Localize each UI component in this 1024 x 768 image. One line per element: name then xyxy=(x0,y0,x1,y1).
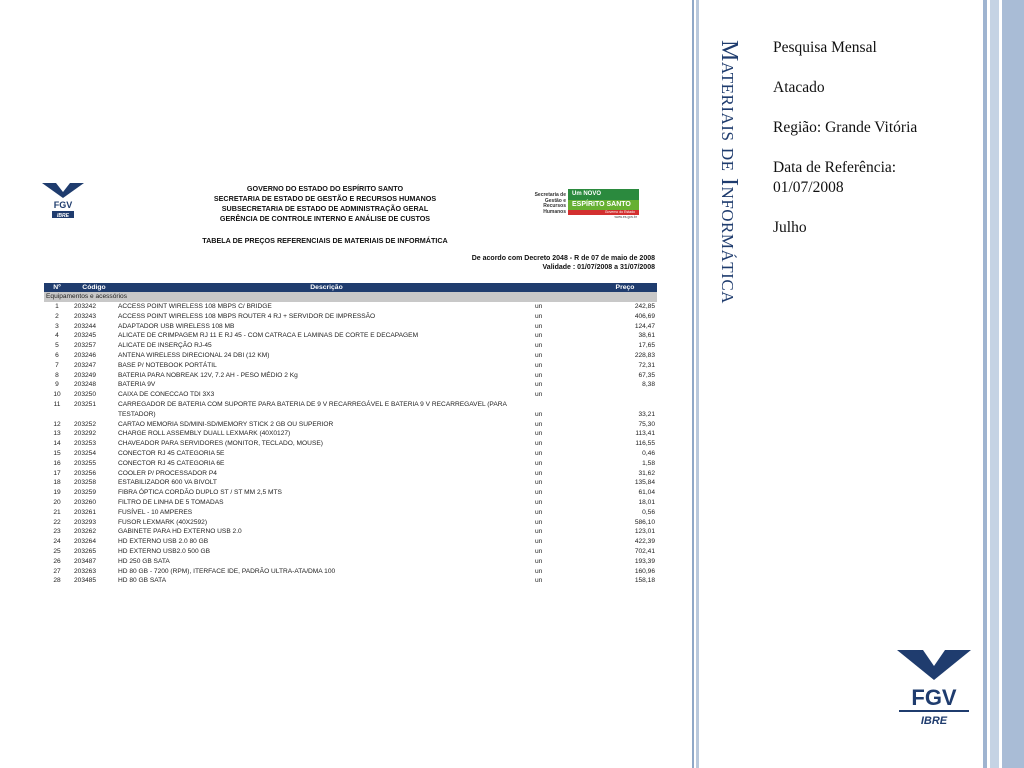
table-row xyxy=(44,351,657,361)
row-description: HD EXTERNO USB 2.0 80 GB xyxy=(118,538,209,546)
header-n: Nº xyxy=(44,283,70,292)
fgv-logo-small xyxy=(42,183,84,221)
table-row xyxy=(44,341,657,351)
row-unit: un xyxy=(535,557,543,565)
row-description: ADAPTADOR USB WIRELESS 108 MB xyxy=(118,322,235,330)
row-price: 67,35 xyxy=(638,371,655,379)
row-unit: un xyxy=(535,498,543,506)
row-price xyxy=(595,390,657,400)
gov-line-3: SUBSECRETARIA DE ESTADO DE ADMINISTRAÇÃO GERAL xyxy=(221,204,429,213)
row-unit: un xyxy=(535,303,543,310)
row-code: 203248 xyxy=(74,381,97,389)
row-unit: un xyxy=(535,518,543,526)
row-number: 16 xyxy=(53,459,61,467)
row-code: 203265 xyxy=(74,547,97,555)
row-description: GABINETE PARA HD EXTERNO USB 2.0 xyxy=(118,528,242,536)
row-description: BASE P/ NOTEBOOK PORTÁTIL xyxy=(118,361,217,369)
es-um-novo: Um NOVO xyxy=(568,189,639,200)
table-row xyxy=(44,576,657,586)
row-code: 203485 xyxy=(74,577,97,585)
row-description: BATERIA 9V xyxy=(118,381,156,389)
table-row xyxy=(44,459,657,469)
row-description: COOLER P/ PROCESSADOR P4 xyxy=(118,469,217,477)
header-descricao: Descrição xyxy=(114,283,535,292)
row-number: 27 xyxy=(53,567,61,575)
table-row xyxy=(44,439,657,449)
row-price: 124,47 xyxy=(634,322,655,330)
row-price: 75,30 xyxy=(638,420,655,428)
row-number: 25 xyxy=(53,547,61,555)
row-description: CAIXA DE CONECCAO TDI 3X3 xyxy=(118,391,215,399)
separator-bar-light xyxy=(696,0,699,768)
es-url: www.es.gov.br xyxy=(614,215,637,219)
row-code: 203253 xyxy=(74,440,97,448)
row-description: FUSOR LEXMARK (40X2592) xyxy=(118,518,208,526)
es-espirito-santo: ESPÍRITO SANTO xyxy=(568,200,639,210)
row-code: 203252 xyxy=(74,420,97,428)
row-description: FUSÍVEL - 10 AMPERES xyxy=(118,508,193,516)
row-price: 193,39 xyxy=(634,557,655,565)
row-description: CONECTOR RJ 45 CATEGORIA 6E xyxy=(118,459,225,467)
info-month: Julho xyxy=(773,219,807,236)
es-governo: Governo do Estado xyxy=(568,210,639,215)
row-unit: un xyxy=(535,322,543,330)
row-description: CONECTOR RJ 45 CATEGORIA 5E xyxy=(118,449,225,457)
row-unit: un xyxy=(535,479,543,487)
row-description: CARTAO MEMORIA SD/MINI-SD/MEMORY STICK 2 GB OU SUPERIOR xyxy=(118,420,334,428)
table-row xyxy=(44,302,657,312)
info-survey: Pesquisa Mensal xyxy=(773,39,877,56)
row-number: 17 xyxy=(53,469,61,477)
row-price: 1,58 xyxy=(642,459,655,467)
table-row xyxy=(44,557,657,567)
ibre-text-large: IBRE xyxy=(920,715,948,727)
row-unit: un xyxy=(535,440,543,448)
row-code: 203256 xyxy=(74,469,97,477)
header-unit xyxy=(535,283,595,292)
table-row xyxy=(44,390,657,400)
separator-bar xyxy=(692,0,694,768)
gov-line-2: SECRETARIA DE ESTADO DE GESTÃO E RECURSOS HUMANOS xyxy=(213,194,437,203)
info-reference-date: Data de Referência: 01/07/2008 xyxy=(773,159,897,196)
row-unit: un xyxy=(535,312,543,320)
row-number: 7 xyxy=(55,361,59,369)
row-price: 72,31 xyxy=(638,361,655,369)
row-description: ALICATE DE INSERÇÃO RJ-45 xyxy=(118,342,212,350)
row-unit: un xyxy=(535,332,543,340)
row-number: 6 xyxy=(55,351,59,359)
row-description: HD 250 GB SATA xyxy=(118,557,170,565)
row-price: 586,10 xyxy=(634,518,655,526)
validity-text: Validade : 01/07/2008 a 31/07/2008 xyxy=(542,264,655,271)
row-number: 3 xyxy=(55,322,59,330)
row-unit: un xyxy=(535,459,543,467)
row-description: HD EXTERNO USB2.0 500 GB xyxy=(118,547,210,555)
row-unit: un xyxy=(535,547,543,555)
row-unit: un xyxy=(535,361,543,369)
row-code: 203254 xyxy=(74,449,97,457)
row-code: 203293 xyxy=(74,518,97,526)
row-description: CHARGE ROLL ASSEMBLY DUALL LEXMARK (40X0127) xyxy=(118,430,291,438)
row-unit: un xyxy=(535,420,543,428)
row-unit: un xyxy=(535,351,543,359)
fgv-text-large: FGV xyxy=(911,685,957,710)
row-price: 228,83 xyxy=(634,351,655,359)
row-price: 158,18 xyxy=(634,577,655,585)
row-description: ACCESS POINT WIRELESS 108 MBPS ROUTER 4 RJ + SERVIDOR DE IMPRESSÃO xyxy=(118,312,376,320)
row-price: 422,39 xyxy=(634,538,655,546)
header-preco: Preço xyxy=(595,283,657,292)
row-unit: un xyxy=(535,567,543,575)
row-number: 2 xyxy=(55,312,59,320)
row-price: 123,01 xyxy=(634,528,655,536)
table-row xyxy=(44,518,657,528)
row-code: 203487 xyxy=(74,557,97,565)
table-row xyxy=(44,478,657,488)
table-row xyxy=(44,469,657,479)
table-row xyxy=(44,312,657,322)
table-row xyxy=(44,508,657,518)
decree-text: De acordo com Decreto 2048 - R de 07 de maio de 2008 xyxy=(471,255,655,262)
row-number: 24 xyxy=(53,538,61,546)
row-number: 9 xyxy=(55,381,59,389)
row-description: BATERIA PARA NOBREAK 12V, 7.2 AH - PESO MÉDIO 2 Kg xyxy=(118,371,298,379)
row-code: 203244 xyxy=(74,322,97,330)
row-code: 203292 xyxy=(74,430,97,438)
row-code: 203249 xyxy=(74,371,97,379)
table-row xyxy=(44,331,657,341)
category-row xyxy=(44,292,657,302)
row-code: 203247 xyxy=(74,361,97,369)
row-number: 5 xyxy=(55,342,59,350)
row-price: 160,96 xyxy=(634,567,655,575)
info-type: Atacado xyxy=(773,79,825,96)
row-unit: un xyxy=(535,469,543,477)
row-price: 0,56 xyxy=(642,508,655,516)
header-codigo: Código xyxy=(70,283,114,292)
row-unit: un xyxy=(535,538,543,546)
row-code: 203257 xyxy=(74,342,97,350)
table-header-row xyxy=(44,283,657,292)
row-price: 242,85 xyxy=(634,303,655,310)
row-code: 203255 xyxy=(74,459,97,467)
row-number: 20 xyxy=(53,498,61,506)
table-row xyxy=(44,429,657,439)
row-code: 203245 xyxy=(74,332,97,340)
row-description: FIBRA ÓPTICA CORDÃO DUPLO ST / ST MM 2,5 MTS xyxy=(118,489,282,497)
row-price: 113,41 xyxy=(635,430,655,438)
gov-line-1: GOVERNO DO ESTADO DO ESPÍRITO SANTO xyxy=(246,184,404,193)
government-header xyxy=(160,184,490,246)
row-description: ESTABILIZADOR 600 VA BIVOLT xyxy=(118,479,217,487)
row-price: 33,21 xyxy=(638,410,655,418)
row-description: HD 80 GB SATA xyxy=(118,577,167,585)
row-number: 21 xyxy=(53,508,61,516)
decree-info xyxy=(380,254,655,272)
table-row xyxy=(44,371,657,381)
row-price: 702,41 xyxy=(634,547,655,555)
row-description: ANTENA WIRELESS DIRECIONAL 24 DBI (12 KM) xyxy=(118,351,270,359)
row-unit: un xyxy=(535,410,543,418)
row-description: ACCESS POINT WIRELESS 108 MBPS C/ BRIDGE xyxy=(118,303,272,310)
row-code: 203263 xyxy=(74,567,97,575)
row-code: 203251 xyxy=(74,400,97,408)
row-number: 22 xyxy=(53,518,61,526)
price-table xyxy=(44,283,657,586)
row-unit: un xyxy=(535,391,543,399)
table-row xyxy=(44,420,657,430)
row-number: 4 xyxy=(55,332,59,340)
espirito-santo-logo xyxy=(532,189,642,225)
row-code: 203250 xyxy=(74,391,97,399)
row-unit: un xyxy=(535,508,543,516)
row-code: 203246 xyxy=(74,351,97,359)
row-unit: un xyxy=(535,381,543,389)
row-number: 15 xyxy=(53,449,61,457)
row-unit: un xyxy=(535,342,543,350)
row-code: 203259 xyxy=(74,489,97,497)
row-unit: un xyxy=(535,577,543,585)
table-row xyxy=(44,498,657,508)
es-secretaria-text: Secretaria de Gestão e Recursos Humanos xyxy=(534,192,566,215)
table-row xyxy=(44,400,657,420)
table-row xyxy=(44,361,657,371)
row-number: 18 xyxy=(53,479,61,487)
row-number: 12 xyxy=(53,420,61,428)
row-code: 203264 xyxy=(74,538,97,546)
row-number: 19 xyxy=(53,489,61,497)
row-unit: un xyxy=(535,489,543,497)
row-code: 203260 xyxy=(74,498,97,506)
row-number: 26 xyxy=(53,557,61,565)
row-code: 203261 xyxy=(74,508,97,516)
row-number: 10 xyxy=(53,391,61,399)
row-price: 61,04 xyxy=(638,489,655,497)
decorative-stripes xyxy=(978,0,1024,768)
row-price: 135,84 xyxy=(634,479,655,487)
row-price: 406,69 xyxy=(634,312,655,320)
row-description: ALICATE DE CRIMPAGEM RJ 11 E RJ 45 - COM CATRACA E LAMINAS DE CORTE E DECAPAGEM xyxy=(118,332,419,340)
info-panel xyxy=(773,38,923,258)
gov-line-4: GERÊNCIA DE CONTROLE INTERNO E ANÁLISE DE CUSTOS xyxy=(219,214,431,223)
row-price: 8,38 xyxy=(642,381,655,389)
row-unit: un xyxy=(535,449,543,457)
row-price: 38,61 xyxy=(638,332,655,340)
fgv-logo-large xyxy=(893,648,975,730)
row-code: 203243 xyxy=(74,312,97,320)
row-code: 203242 xyxy=(74,303,97,310)
row-number: 23 xyxy=(53,528,61,536)
row-description: CARREGADOR DE BATERIA COM SUPORTE PARA BATERIA DE 9 V RECARREGÁVEL E BATERIA 9 V RECARREGAVEL (PARA TESTADOR) xyxy=(118,400,507,418)
row-number: 13 xyxy=(53,430,61,438)
row-code: 203262 xyxy=(74,528,97,536)
table-row xyxy=(44,449,657,459)
vertical-title: Materiais de Informática xyxy=(716,40,742,304)
table-row xyxy=(44,527,657,537)
row-price: 31,62 xyxy=(638,469,655,477)
row-code: 203258 xyxy=(74,479,97,487)
table-row xyxy=(44,380,657,390)
row-description: FILTRO DE LINHA DE 5 TOMADAS xyxy=(118,498,224,506)
row-price: 17,65 xyxy=(638,342,655,350)
table-row xyxy=(44,488,657,498)
row-description: HD 80 GB - 7200 (RPM), ITERFACE IDE, PADRÃO ULTRA-ATA/DMA 100 xyxy=(118,567,336,575)
table-row xyxy=(44,322,657,332)
table-row xyxy=(44,547,657,557)
row-unit: un xyxy=(535,371,543,379)
row-unit: un xyxy=(535,430,543,438)
row-number: 11 xyxy=(53,400,61,408)
row-price: 116,55 xyxy=(635,440,655,448)
info-region: Região: Grande Vitória xyxy=(773,119,918,136)
table-row xyxy=(44,537,657,547)
row-price: 0,46 xyxy=(642,449,655,457)
row-number: 8 xyxy=(55,371,59,379)
row-number: 14 xyxy=(53,440,61,448)
row-number: 28 xyxy=(53,577,61,585)
row-price: 18,01 xyxy=(638,498,655,506)
category-label: Equipamentos e acessórios xyxy=(44,292,657,302)
table-title: TABELA DE PREÇOS REFERENCIAIS DE MATERIAIS DE INFORMÁTICA xyxy=(202,236,448,245)
row-number: 1 xyxy=(55,303,59,310)
ibre-text-small: IBRE xyxy=(57,213,69,219)
table-row xyxy=(44,567,657,577)
row-unit: un xyxy=(535,528,543,536)
row-description: CHAVEADOR PARA SERVIDORES (MONITOR, TECLADO, MOUSE) xyxy=(118,440,323,448)
fgv-text-small: FGV xyxy=(53,200,73,210)
